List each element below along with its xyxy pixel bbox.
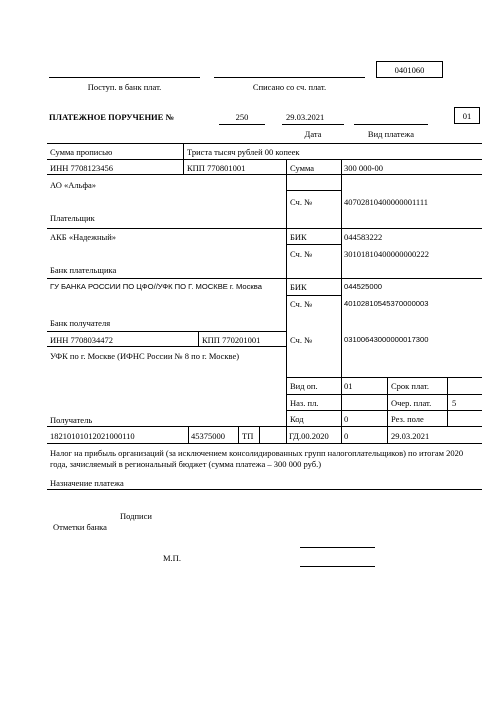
bank-marks-label: Отметки банка [53,522,107,532]
payee-inn: ИНН 7708034472 [50,335,114,345]
payment-type-line [354,124,428,125]
doc-date: 29.03.2021 [391,431,430,441]
payer-bank-bik: 044583222 [344,232,383,242]
ocher-value: 5 [452,398,457,408]
doc-number: 0 [344,431,349,441]
srok-label: Срок плат. [391,381,429,391]
stamp-label: М.П. [163,553,181,563]
payee-bank-account: 40102810545370000003 [344,299,429,308]
payee-bank-account-label: Сч. № [290,299,313,309]
payer-bank-account-label: Сч. № [290,249,313,259]
vid-op-value: 01 [344,381,353,391]
tax-basis: ТП [242,431,254,441]
purpose-label: Назначение платежа [50,478,124,488]
signatures-label: Подписи [120,511,152,521]
payment-type-label: Вид платежа [367,129,415,139]
payer-bank-name: АКБ «Надежный» [50,232,117,242]
order-number: 250 [235,112,249,122]
number-line [219,124,265,125]
payer-kpp: КПП 770801001 [187,163,246,173]
payer-account: 40702810400000001111 [344,197,429,207]
payee-label: Получатель [50,415,93,425]
received-label: Поступ. в банк плат. [87,82,162,92]
debited-label: Списано со сч. плат. [252,82,327,92]
payer-label: Плательщик [50,213,95,223]
payee-bank-label: Банк получателя [50,318,111,328]
order-date: 29.03.2021 [286,112,325,122]
date-line [282,124,344,125]
kbk: 18210101012021000110 [50,431,135,441]
payee-kpp: КПП 770201001 [202,335,261,345]
sum-label: Сумма [290,163,315,173]
form-code: 0401060 [394,65,425,75]
payer-bank-label: Банк плательщика [50,265,117,275]
amount-words-value: Триста тысяч рублей 00 копеек [187,147,300,157]
rez-label: Рез. поле [391,414,424,424]
payee-bank-bik: 044525000 [344,282,383,291]
vid-op-label: Вид оп. [290,381,318,391]
naz-label: Наз. пл. [290,398,319,408]
order-title: ПЛАТЕЖНОЕ ПОРУЧЕНИЕ № [49,112,175,122]
purpose-text: Налог на прибыль организаций (за исключением консолидированных групп налогоплательщиков) по итогам 2020 года, зачисляемый в региональный бюджет (сумма платежа – 300 000 руб.) [50,448,464,469]
tax-period: ГД.00.2020 [289,431,329,441]
received-line [49,77,200,78]
payer-account-label: Сч. № [290,197,313,207]
payer-bank-bik-label: БИК [290,232,307,242]
payer-name: АО «Альфа» [50,180,97,190]
payee-bank-name: ГУ БАНКА РОССИИ ПО ЦФО//УФК ПО Г. МОСКВЕ г. Москва [50,282,262,291]
ocher-label: Очер. плат. [391,398,432,408]
payee-account-label: Сч. № [290,335,313,345]
payee-bank-bik-label: БИК [290,282,307,292]
oktmo: 45375000 [191,431,225,441]
payee-name: УФК по г. Москве (ИФНС России № 8 по г. Москве) [50,351,240,361]
status-code: 01 [462,111,472,121]
date-label: Дата [304,129,322,139]
amount-words-label: Сумма прописью [50,147,113,157]
signature-line-2 [300,566,375,567]
payer-bank-account: 30101810400000000222 [344,249,429,259]
kod-value: 0 [344,414,349,424]
sum-value: 300 000-00 [344,163,383,173]
kod-label: Код [290,414,304,424]
payee-account: 03100643000000017300 [344,335,429,344]
signature-line-1 [300,547,375,548]
payer-inn: ИНН 7708123456 [50,163,114,173]
debited-line [214,77,365,78]
